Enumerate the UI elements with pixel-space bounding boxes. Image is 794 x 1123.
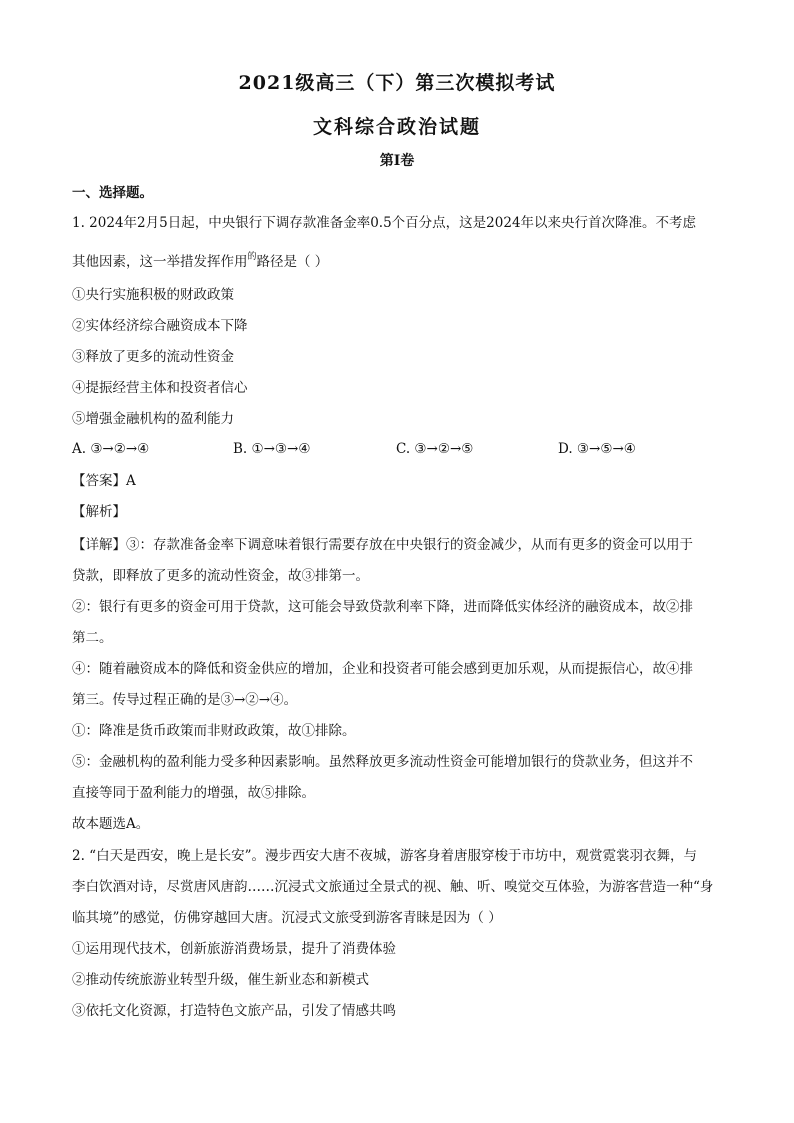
q1-answer: 【答案】A bbox=[72, 473, 136, 489]
q1-stem-superscript: 的 bbox=[247, 252, 257, 262]
q1-analysis-line-4: 第二。 bbox=[72, 630, 113, 646]
q1-item-1: ①央行实施积极的财政政策 bbox=[72, 287, 234, 303]
q1-analysis-line-6: 第三。传导过程正确的是③→②→④。 bbox=[72, 692, 298, 708]
q1-analysis-line-8: ⑤：金融机构的盈利能力受多种因素影响。虽然释放更多流动性资金可能增加银行的贷款业务，但这并不 bbox=[72, 754, 693, 770]
q1-stem-line-2 bbox=[72, 248, 732, 271]
q1-item-4: ④提振经营主体和投资者信心 bbox=[72, 380, 248, 396]
q1-item-2: ②实体经济综合融资成本下降 bbox=[72, 318, 248, 334]
q1-analysis-line-10: 故本题选A。 bbox=[72, 816, 150, 832]
section-heading: 一、选择题。 bbox=[72, 185, 153, 201]
q1-stem-line-1: 1. 2024年2月5日起，中央银行下调存款准备金率0.5个百分点，这是2024年以来央行首次降准。不考虑 bbox=[72, 215, 697, 231]
q1-analysis-line-5: ④：随着融资成本的降低和资金供应的增加，企业和投资者可能会感到更加乐观，从而提振信心，故④排 bbox=[72, 661, 693, 677]
q1-analysis-line-9: 直接等同于盈利能力的增强，故⑤排除。 bbox=[72, 785, 315, 801]
q1-option-d: D. ③→⑤→④ bbox=[558, 441, 636, 457]
q2-stem-line-3: 临其境”的感觉，仿佛穿越回大唐。沉浸式文旅受到游客青睐是因为（ ） bbox=[72, 910, 502, 926]
q1-stem-line-2b: 路径是（ ） bbox=[256, 254, 329, 270]
q1-analysis-label: 【解析】 bbox=[72, 504, 126, 520]
q2-stem-line-1: 2. “白天是西安，晚上是长安”。漫步西安大唐不夜城，游客身着唐服穿梭于市坊中，观赏霓裳羽衣舞，与 bbox=[72, 848, 697, 864]
volume-label: 第Ⅰ卷 bbox=[379, 153, 415, 169]
q2-item-2: ②推动传统旅游业转型升级，催生新业态和新模式 bbox=[72, 972, 369, 988]
q1-item-3: ③释放了更多的流动性资金 bbox=[72, 349, 234, 365]
q1-analysis-line-1: 【详解】③：存款准备金率下调意味着银行需要存放在中央银行的资金减少，从而有更多的资金可以用于 bbox=[72, 537, 693, 553]
q2-item-1: ①运用现代技术，创新旅游消费场景，提升了消费体验 bbox=[72, 941, 396, 957]
exam-subtitle: 文科综合政治试题 bbox=[312, 116, 481, 138]
q1-item-5: ⑤增强金融机构的盈利能力 bbox=[72, 411, 234, 427]
q2-item-3: ③依托文化资源，打造特色文旅产品，引发了情感共鸣 bbox=[72, 1003, 396, 1019]
q1-analysis-line-2: 贷款，即释放了更多的流动性资金，故③排第一。 bbox=[72, 568, 369, 584]
q1-option-b: B. ①→③→④ bbox=[233, 441, 311, 457]
q1-stem-line-2a: 其他因素，这一举措发挥作用 bbox=[72, 254, 248, 270]
q1-analysis-line-3: ②：银行有更多的资金可用于贷款，这可能会导致贷款利率下降，进而降低实体经济的融资成本，故②排 bbox=[72, 599, 693, 615]
q1-option-c: C. ③→②→⑤ bbox=[396, 441, 474, 457]
q2-stem-line-2: 李白饮酒对诗，尽赏唐风唐韵……沉浸式文旅通过全景式的视、触、听、嗅觉交互体验，为游客营造一种“身 bbox=[72, 879, 714, 895]
q1-analysis-line-7: ①：降准是货币政策而非财政政策，故①排除。 bbox=[72, 723, 356, 739]
exam-title: 2021级高三（下）第三次模拟考试 bbox=[238, 72, 556, 94]
q1-option-a: A. ③→②→④ bbox=[72, 441, 150, 457]
